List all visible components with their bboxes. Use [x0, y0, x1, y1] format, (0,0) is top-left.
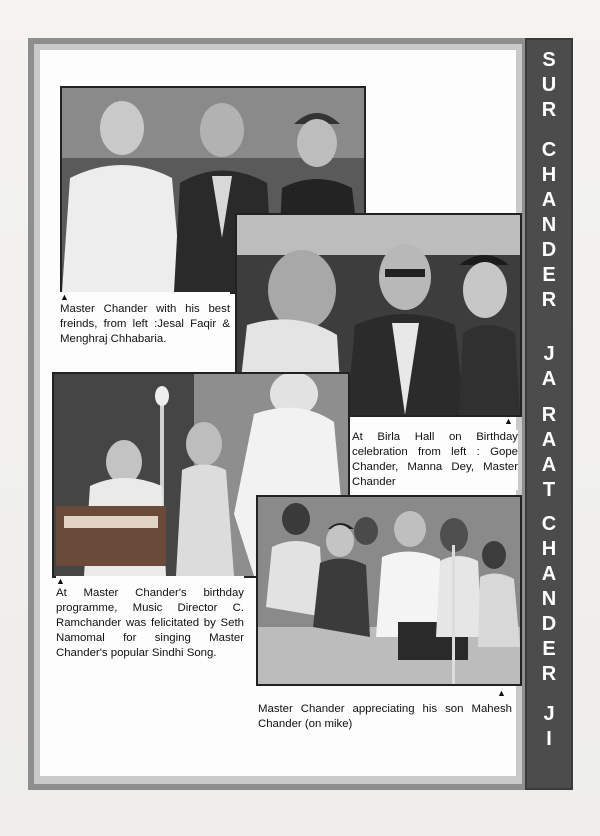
banner-letter: N: [541, 588, 557, 610]
banner-letter: S: [542, 49, 556, 71]
banner-letter: H: [541, 164, 557, 186]
caption-son-text: Master Chander appreciating his son Mahesh Chander (on mike): [258, 703, 512, 730]
banner-word-4: [525, 403, 573, 503]
up-arrow-icon: ▲: [497, 688, 506, 698]
banner-letter: A: [541, 429, 557, 451]
up-arrow-icon: ▲: [504, 416, 513, 426]
banner-letter: I: [546, 728, 552, 750]
banner-word-6: [525, 702, 573, 752]
banner-letter: J: [543, 703, 555, 725]
caption-friends-text: Master Chander with his best freinds, from left :Jesal Faqir & Menghraj Chhabaria.: [60, 303, 230, 345]
caption-birla-hall-text: At Birla Hall on Birthday celebration from left : Gope Chander, Manna Dey, Master Chander: [352, 431, 518, 488]
banner-word-3: [525, 342, 573, 392]
banner-letter: E: [542, 264, 556, 286]
banner-letter: R: [541, 404, 557, 426]
banner-word-5: [525, 512, 573, 687]
photo-son-on-mike: [256, 495, 522, 686]
banner-letter: U: [541, 74, 557, 96]
banner-word-1: [525, 48, 573, 123]
banner-letter: R: [541, 99, 557, 121]
banner-letter: A: [541, 189, 557, 211]
caption-son: [258, 702, 512, 732]
banner-letter: D: [541, 239, 557, 261]
caption-birthday-text: At Master Chander's birthday programme, Music Director C. Ramchander was felicitated by Seth Namomal for singing Master Chander's popular Sindhi Song.: [56, 587, 244, 659]
caption-friends: [60, 292, 230, 347]
banner-letter: J: [543, 343, 555, 365]
banner-letter: T: [542, 479, 556, 501]
caption-birla-hall: [352, 430, 518, 490]
banner-letter: R: [541, 289, 557, 311]
up-arrow-icon: ▲: [56, 576, 65, 586]
banner-letter: E: [542, 638, 556, 660]
banner-letter: A: [541, 454, 557, 476]
banner-letter: D: [541, 613, 557, 635]
caption-birthday: [56, 576, 244, 661]
banner-word-2: [525, 138, 573, 313]
banner-letter: N: [541, 214, 557, 236]
up-arrow-icon: ▲: [60, 292, 69, 302]
banner-letter: A: [541, 563, 557, 585]
vertical-title-banner: [525, 38, 573, 790]
banner-letter: H: [541, 538, 557, 560]
banner-letter: A: [541, 368, 557, 390]
banner-letter: C: [541, 139, 557, 161]
banner-letter: C: [541, 513, 557, 535]
banner-letter: R: [541, 663, 557, 685]
